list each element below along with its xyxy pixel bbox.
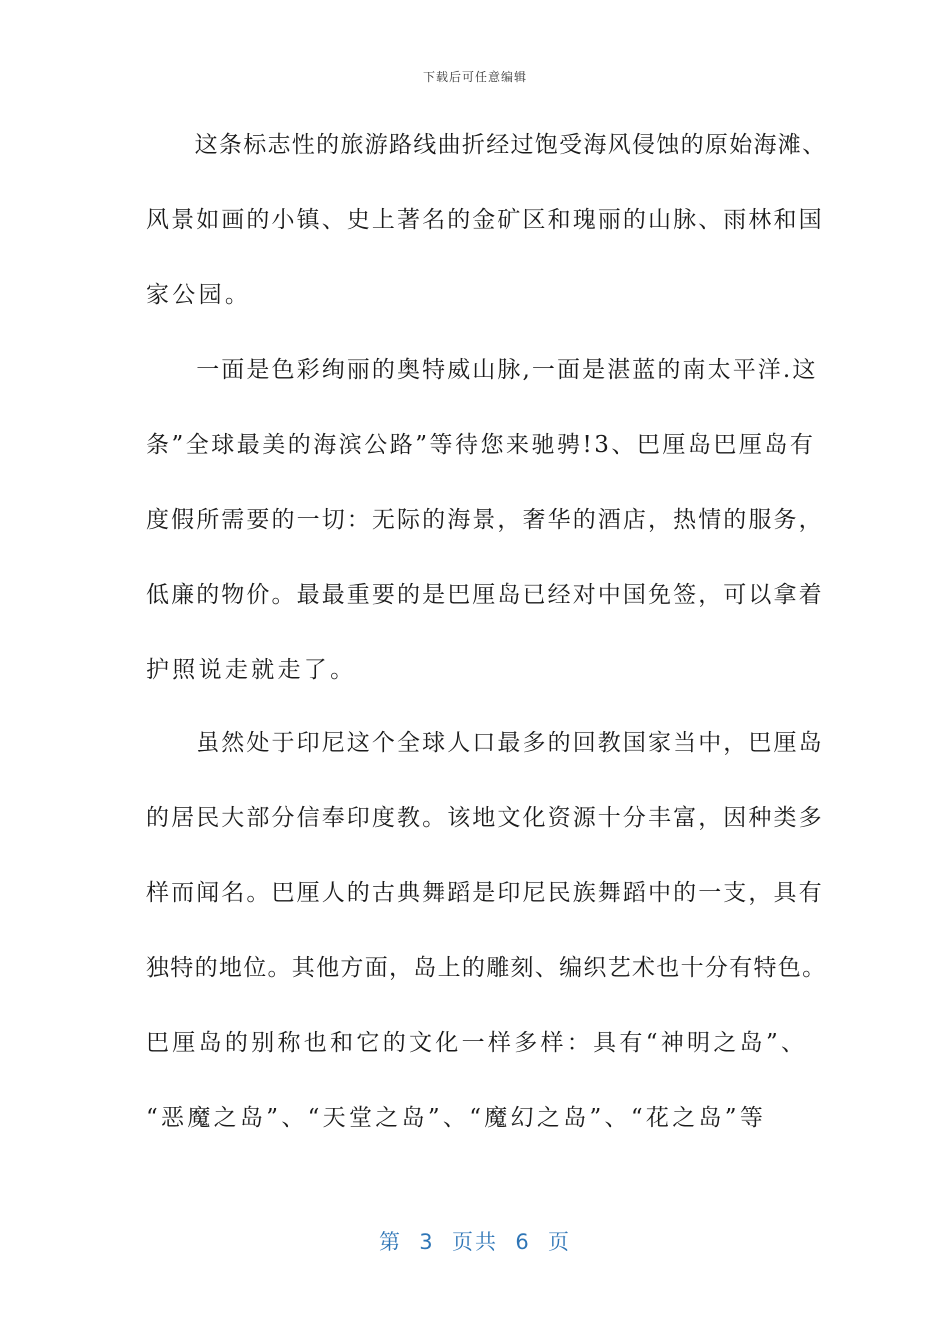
text-line: 的居民大部分信奉印度教。该地文化资源十分丰富，因种类多 [146, 805, 824, 831]
text-line: 风景如画的小镇、史上著名的金矿区和瑰丽的山脉、雨林和国 [146, 207, 824, 233]
text-line: 条”全球最美的海滨公路”等待您来驰骋!3、巴厘岛巴厘岛有 [146, 432, 816, 458]
text-line: 一面是色彩绚丽的奥特威山脉,一面是湛蓝的南太平洋.这 [146, 357, 818, 383]
text-line: “恶魔之岛”、“天堂之岛”、“魔幻之岛”、“花之岛”等 [146, 1105, 767, 1131]
text-line: 家公园。 [146, 282, 252, 308]
page-number: 第 3 页共 6 页 [378, 1230, 572, 1254]
text-line: 独特的地位。其他方面，岛上的雕刻、编织艺术也十分有特色。 [146, 955, 827, 981]
text-line: 低廉的物价。最最重要的是巴厘岛已经对中国免签，可以拿着 [146, 582, 824, 608]
text-line: 这条标志性的旅游路线曲折经过饱受海风侵蚀的原始海滩、 [146, 132, 827, 158]
text-line: 护照说走就走了。 [146, 657, 357, 683]
text-line: 巴厘岛的别称也和它的文化一样多样：具有“神明之岛”、 [146, 1030, 808, 1056]
text-line: 度假所需要的一切：无际的海景，奢华的酒店，热情的服务， [146, 507, 824, 533]
text-line: 虽然处于印尼这个全球人口最多的回教国家当中，巴厘岛 [146, 730, 824, 756]
page-header: 下载后可任意编辑 [422, 70, 527, 84]
text-line: 样而闻名。巴厘人的古典舞蹈是印尼民族舞蹈中的一支，具有 [146, 880, 824, 906]
